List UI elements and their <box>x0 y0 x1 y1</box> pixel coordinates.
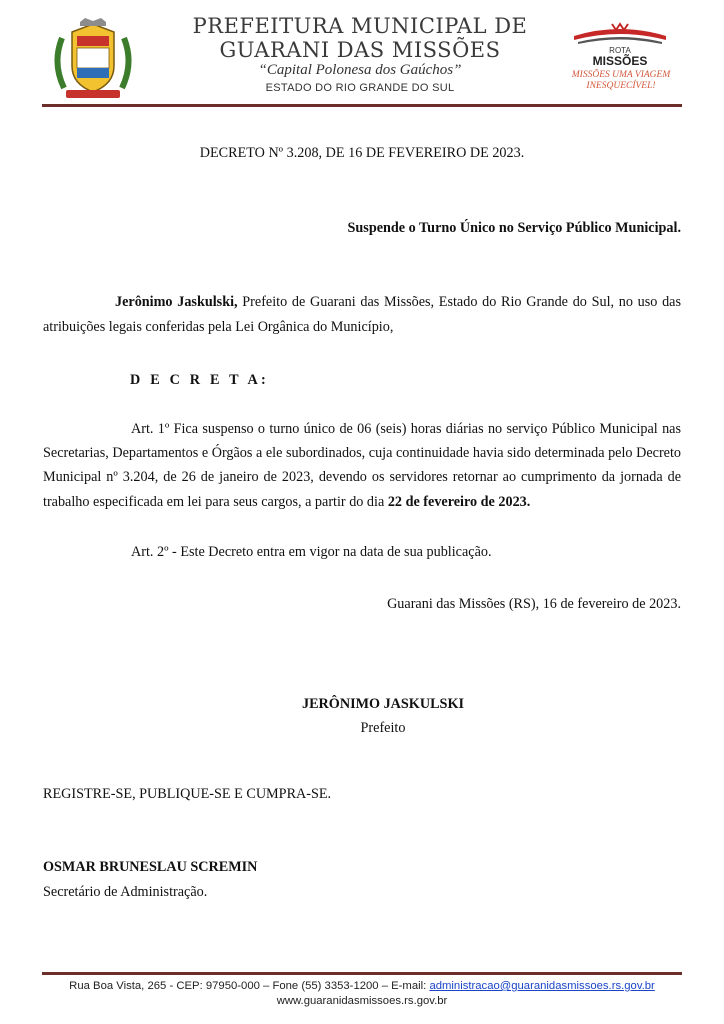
header-title-line1: PREFEITURA MUNICIPAL DE <box>192 14 528 38</box>
article-1-date: 22 de fevereiro de 2023. <box>387 493 531 510</box>
article-1-text: Art. 1º Fica suspenso o turno único de 06 (seis) horas diárias no serviço Público Municipal nas Secretarias, Departamentos e Órgãos a ele subordinados, cuja continuidade havia sido determinada pelo Decreto Municipal nº 3.204, de 26 de janeiro de 2023, devendo os servidores retornar ao cumprimento da jornada de trabalho especificada em lei para seus cargos, a partir do dia <box>43 421 681 510</box>
header-state: ESTADO DO RIO GRANDE DO SUL <box>265 82 455 94</box>
article-2-paragraph: Art. 2º - Este Decreto entra em vigor na data de sua publicação. <box>131 544 492 560</box>
article-1-paragraph <box>43 417 681 514</box>
decreta-heading: D E C R E T A: <box>130 372 269 388</box>
registre-statement: REGISTRE-SE, PUBLIQUE-SE E CUMPRA-SE. <box>43 786 332 802</box>
rota-missoes-logo <box>570 20 670 68</box>
header-motto: “Capital Polonesa dos Gaúchos” <box>258 62 462 78</box>
footer-address-line <box>42 980 682 992</box>
rota-logo-text-2: MISSÕES <box>592 54 648 68</box>
signatory-role: Prefeito <box>360 720 406 736</box>
preamble-name: Jerônimo Jaskulski, <box>115 294 238 310</box>
signatory-name: JERÔNIMO JASKULSKI <box>302 696 464 712</box>
footer-email-link[interactable]: administracao@guaranidasmissoes.rs.gov.br <box>429 980 655 992</box>
secretary-role: Secretário de Administração. <box>43 884 208 900</box>
footer-website[interactable]: www.guaranidasmissoes.rs.gov.br <box>276 995 448 1007</box>
rota-slogan-line2: INESQUECÍVEL! <box>586 81 656 91</box>
rota-slogan-line1: MISSÕES UMA VIAGEM <box>571 70 671 80</box>
footer-divider <box>42 972 682 975</box>
preamble-text: Prefeito de Guarani das Missões, Estado do Rio Grande do Sul, no uso das atribuições legais conferidas pela Lei Orgânica do Município, <box>43 294 681 335</box>
rota-logo-text-1: ROTA <box>609 46 631 55</box>
decree-summary: Suspende o Turno Único no Serviço Público Municipal. <box>347 220 681 236</box>
header-title-line2: GUARANI DAS MISSÕES <box>219 38 501 62</box>
footer-address: Rua Boa Vista, 265 - CEP: 97950-000 – Fone (55) 3353-1200 – E-mail: <box>69 980 430 992</box>
rota-slogan <box>560 70 682 92</box>
header-divider <box>42 104 682 107</box>
decree-title: DECRETO Nº 3.208, DE 16 DE FEVEREIRO DE 2023. <box>199 145 525 161</box>
preamble-paragraph <box>43 290 681 340</box>
secretary-name: OSMAR BRUNESLAU SCREMIN <box>43 859 258 875</box>
place-and-date: Guarani das Missões (RS), 16 de fevereiro de 2023. <box>387 596 681 612</box>
municipal-coat-of-arms-logo <box>50 18 136 104</box>
